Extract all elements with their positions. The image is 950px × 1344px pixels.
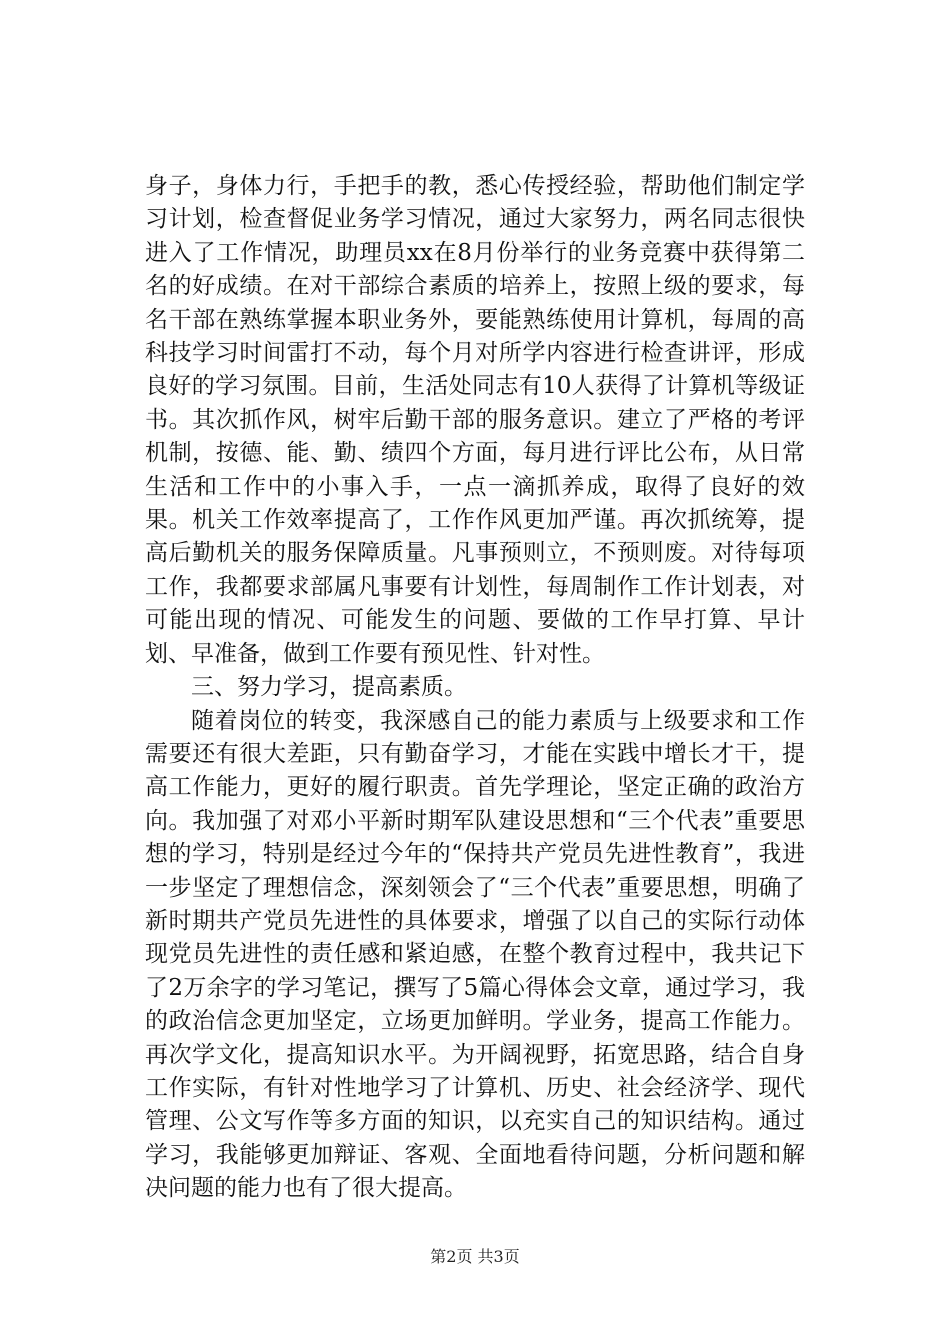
paragraph-continuation: 身子，身体力行，手把手的教，悉心传授经验，帮助他们制定学习计划，检查督促业务学习情况，通过大家努力，两名同志很快进入了工作情况，助理员xx在8月份举行的业务竞赛中获得第二名的好成绩。在对干部综合素质的培养上，按照上级的要求，每名干部在熟练掌握本职业务外，要能熟练使用计算机，每周的高科技学习时间雷打不动，每个月对所学内容进行检查讲评，形成良好的学习氛围。目前，生活处同志有10人获得了计算机等级证书。其次抓作风，树牢后勤干部的服务意识。建立了严格的考评机制，按德、能、勤、绩四个方面，每月进行评比公布，从日常生活和工作中的小事入手，一点一滴抓养成，取得了良好的效果。机关工作效率提高了，工作作风更加严谨。再次抓统筹，提高后勤机关的服务保障质量。凡事预则立，不预则废。对待每项工作，我都要求部属凡事要有计划性，每周制作工作计划表，对可能出现的情况、可能发生的问题、要做的工作早打算、早计划、早准备，做到工作要有预见性、针对性。 — [145, 173, 805, 667]
page-footer: 第2页 共3页 — [430, 1247, 520, 1266]
document-body — [145, 170, 805, 1206]
paragraph-study: 随着岗位的转变，我深感自己的能力素质与上级要求和工作需要还有很大差距，只有勤奋学习，才能在实践中增长才干，提高工作能力，更好的履行职责。首先学理论，坚定正确的政治方向。我加强了对邓小平新时期军队建设思想和“三个代表”重要思想的学习，特别是经过今年的“保持共产党员先进性教育”，我进一步坚定了理想信念，深刻领会了“三个代表”重要思想，明确了新时期共产党员先进性的具体要求，增强了以自己的实际行动体现党员先进性的责任感和紧迫感，在整个教育过程中，我共记下了2万余字的学习笔记，撰写了5篇心得体会文章，通过学习，我的政治信念更加坚定，立场更加鲜明。学业务，提高工作能力。再次学文化，提高知识水平。为开阔视野，拓宽思路，结合自身工作实际，有针对性地学习了计算机、历史、社会经济学、现代管理、公文写作等多方面的知识，以充实自己的知识结构。通过学习，我能够更加辩证、客观、全面地看待问题，分析问题和解决问题的能力也有了很大提高。 — [145, 707, 805, 1202]
section-heading: 三、努力学习，提高素质。 — [191, 674, 467, 701]
